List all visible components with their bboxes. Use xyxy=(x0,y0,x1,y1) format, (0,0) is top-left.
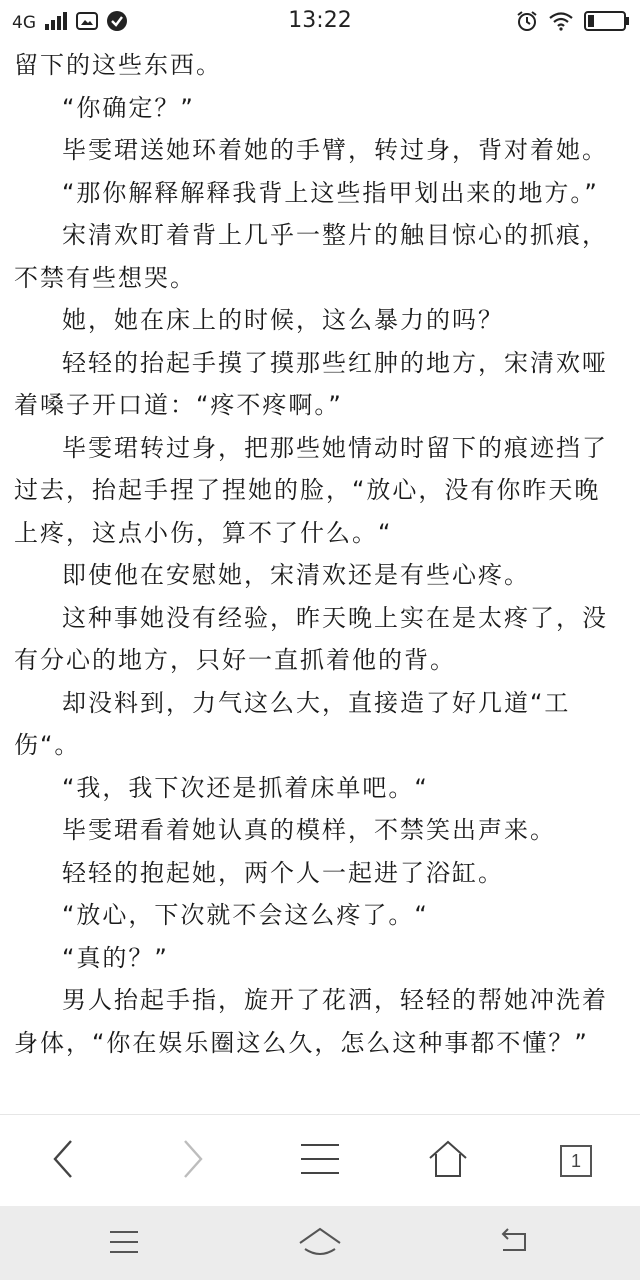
home-icon xyxy=(428,1140,468,1182)
article-paragraph: 轻轻的抬起手摸了摸那些红肿的地方，宋清欢哑着嗓子开口道：“疼不疼啊。” xyxy=(14,348,608,419)
article-paragraph: 留下的这些东西。 xyxy=(14,51,222,79)
status-bar xyxy=(0,0,640,44)
article-paragraph: “放心，下次就不会这么疼了。“ xyxy=(62,901,429,929)
article-paragraph: “真的？” xyxy=(62,943,169,972)
clock: 13:22 xyxy=(288,8,352,33)
nav-back-button[interactable] xyxy=(490,1226,538,1262)
nav-back-icon xyxy=(497,1228,531,1260)
nav-menu-button[interactable] xyxy=(100,1226,148,1262)
article-paragraph: “那你解释解释我背上这些指甲划出来的地方。” xyxy=(62,178,599,207)
article-paragraph: 宋清欢盯着背上几乎一整片的触目惊心的抓痕，不禁有些想哭。 xyxy=(14,221,608,292)
menu-button[interactable] xyxy=(296,1139,344,1183)
article-paragraph: 轻轻的抱起她，两个人一起进了浴缸。 xyxy=(62,858,504,887)
chevron-left-icon xyxy=(49,1139,79,1183)
chevron-right-icon xyxy=(177,1139,207,1183)
hamburger-menu-icon xyxy=(299,1141,341,1181)
article-paragraph: 她，她在床上的时候，这么暴力的吗？ xyxy=(62,306,504,334)
battery-icon xyxy=(584,10,630,36)
nav-home-icon xyxy=(297,1227,343,1261)
forward-button[interactable] xyxy=(168,1139,216,1183)
network-type: 4G xyxy=(12,13,36,33)
alarm-icon xyxy=(516,10,538,36)
article-paragraph: 却没料到，力气这么大，直接造了好几道“工伤“。 xyxy=(14,688,571,759)
article-paragraph: 毕雯珺看着她认真的模样，不禁笑出声来。 xyxy=(62,816,556,844)
article-paragraph: “你确定？” xyxy=(62,93,195,122)
nav-home-button[interactable] xyxy=(296,1226,344,1262)
article-paragraph: “我，我下次还是抓着床单吧。“ xyxy=(62,773,429,802)
article-paragraph: 男人抬起手指，旋开了花洒，轻轻的帮她冲洗着身体，“你在娱乐圈这么久，怎么这种事都不懂？” xyxy=(14,986,608,1057)
tab-count-icon xyxy=(560,1145,592,1177)
article-paragraph: 即使他在安慰她，宋清欢还是有些心疼。 xyxy=(62,561,530,589)
nav-menu-icon xyxy=(108,1229,140,1259)
article-content xyxy=(14,44,626,1112)
browser-toolbar xyxy=(0,1114,640,1207)
back-button[interactable] xyxy=(40,1139,88,1183)
tabs-button[interactable] xyxy=(552,1139,600,1183)
status-right xyxy=(516,10,630,36)
article-paragraph: 这种事她没有经验，昨天晚上实在是太疼了，没有分心的地方，只好一直抓着他的背。 xyxy=(14,603,608,674)
article-paragraph: 毕雯珺转过身，把那些她情动时留下的痕迹挡了过去，抬起手捏了捏她的脸，“放心，没有你昨天晚上疼，这点小伤，算不了什么。“ xyxy=(14,433,608,547)
wifi-icon xyxy=(548,11,574,35)
tab-count: 1 xyxy=(570,1150,581,1171)
article-paragraph: 毕雯珺送她环着她的手臂，转过身，背对着她。 xyxy=(62,136,608,164)
system-nav-bar xyxy=(0,1206,640,1280)
home-button[interactable] xyxy=(424,1139,472,1183)
